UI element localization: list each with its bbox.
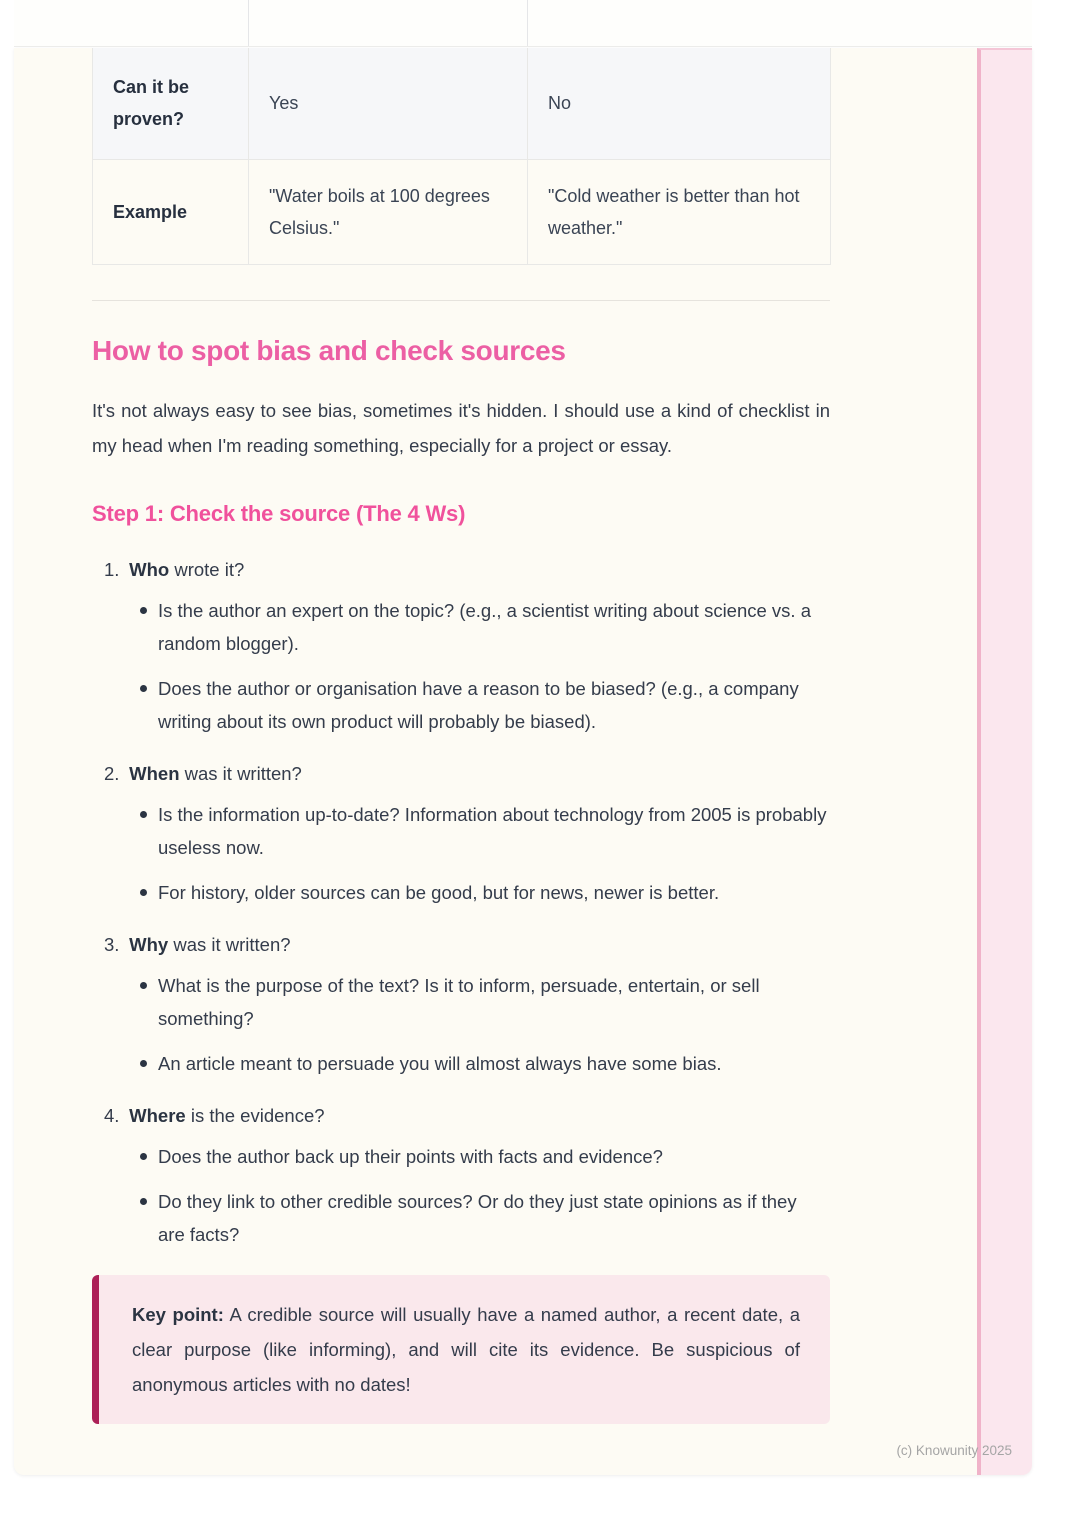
key-point-callout xyxy=(92,1275,830,1424)
table-cell-opinion: No xyxy=(528,48,831,159)
section-heading: How to spot bias and check sources xyxy=(92,334,566,366)
copyright-note: (c) Knowunity 2025 xyxy=(896,1443,1012,1458)
item-keyword: Who xyxy=(129,558,170,580)
bullet-item: Is the information up-to-date? Information about technology from 2005 is probably useless now. xyxy=(92,798,830,864)
table-column-border xyxy=(527,0,528,46)
bullet-list xyxy=(92,798,830,909)
bullet-list xyxy=(92,969,830,1080)
decorative-right-strip xyxy=(977,48,1032,1475)
table-column-border xyxy=(248,0,249,46)
item-number: 2. xyxy=(104,762,120,784)
checklist-item xyxy=(92,757,830,909)
previous-page-table-fragment xyxy=(14,0,1032,47)
bullet-item: For history, older sources can be good, but for news, newer is better. xyxy=(92,876,830,909)
section-divider xyxy=(92,300,830,301)
table-row xyxy=(93,48,831,159)
table-cell-fact: Yes xyxy=(249,48,528,159)
item-question: wrote it? xyxy=(169,558,245,580)
bullet-list xyxy=(92,1140,830,1251)
bullet-item: Does the author back up their points with facts and evidence? xyxy=(92,1140,830,1173)
source-checklist xyxy=(92,553,830,1251)
checklist-item xyxy=(92,1099,830,1251)
item-question: was it written? xyxy=(168,933,291,955)
intro-paragraph: It's not always easy to see bias, sometimes it's hidden. I should use a kind of checklist in my head when I'm reading something, especially for a project or essay. xyxy=(92,399,830,456)
item-number: 1. xyxy=(104,558,120,580)
checklist-item xyxy=(92,928,830,1080)
document-page xyxy=(14,48,1032,1475)
item-question: is the evidence? xyxy=(185,1104,325,1126)
step-heading: Step 1: Check the source (The 4 Ws) xyxy=(92,500,466,526)
checklist-item xyxy=(92,553,830,738)
table-cell-fact: "Water boils at 100 degrees Celsius." xyxy=(249,159,528,264)
table-cell-opinion: "Cold weather is better than hot weather." xyxy=(528,159,831,264)
checklist-item-title xyxy=(92,757,830,790)
page-content xyxy=(92,48,830,1424)
key-point-text: A credible source will usually have a named author, a recent date, a clear purpose (like informing), and will cite its evidence. Be suspicious of anonymous articles with no dates! xyxy=(132,1303,800,1395)
item-question: was it written? xyxy=(179,762,302,784)
key-point-label: Key point: xyxy=(132,1303,224,1325)
table-row-label: Example xyxy=(93,159,249,264)
item-number: 3. xyxy=(104,933,120,955)
table-row-label: Can it be proven? xyxy=(93,48,249,159)
item-keyword: Where xyxy=(129,1104,186,1126)
bullet-list xyxy=(92,594,830,738)
item-keyword: When xyxy=(129,762,180,784)
item-number: 4. xyxy=(104,1104,120,1126)
fact-vs-opinion-table xyxy=(92,48,831,265)
checklist-item-title xyxy=(92,1099,830,1132)
bullet-item: Does the author or organisation have a reason to be biased? (e.g., a company writing about its own product will probably be biased). xyxy=(92,672,830,738)
checklist-item-title xyxy=(92,928,830,961)
bullet-item: Do they link to other credible sources? Or do they just state opinions as if they are facts? xyxy=(92,1185,830,1251)
bullet-item: An article meant to persuade you will almost always have some bias. xyxy=(92,1047,830,1080)
item-keyword: Why xyxy=(129,933,169,955)
bullet-item: Is the author an expert on the topic? (e.g., a scientist writing about science vs. a random blogger). xyxy=(92,594,830,660)
bullet-item: What is the purpose of the text? Is it to inform, persuade, entertain, or sell something? xyxy=(92,969,830,1035)
checklist-item-title xyxy=(92,553,830,586)
table-row xyxy=(93,159,831,264)
